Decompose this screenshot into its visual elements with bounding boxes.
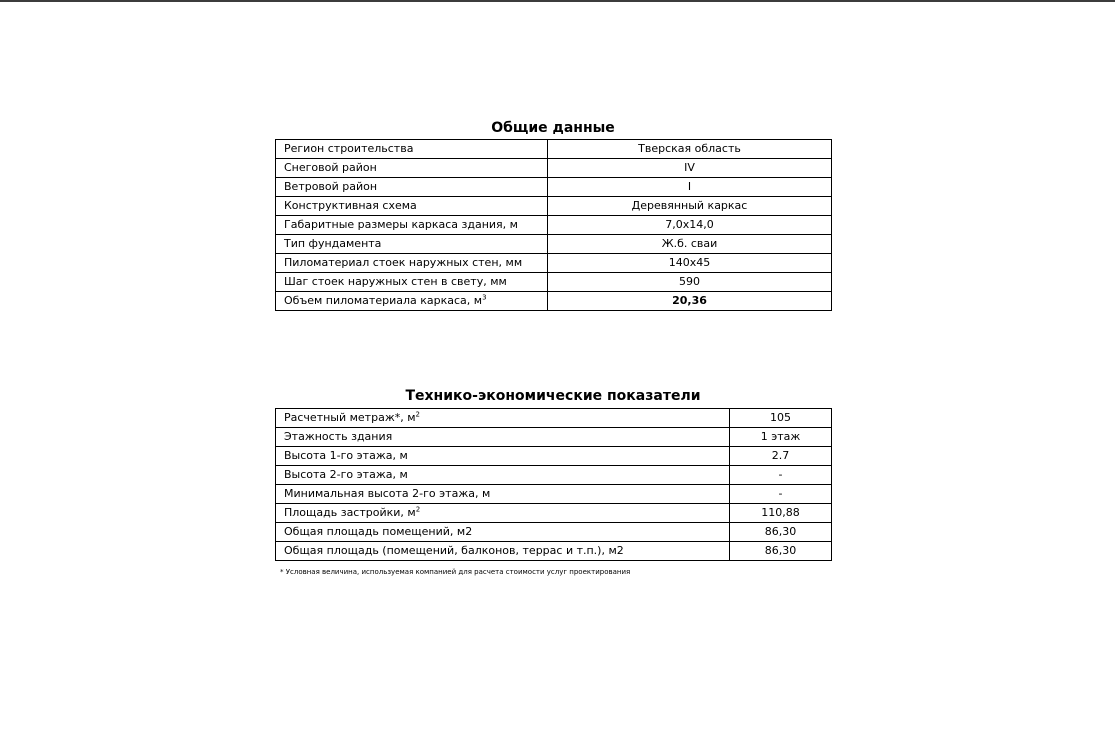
row-value: I [548,178,832,197]
row-label: Высота 2-го этажа, м [276,466,730,485]
table-row [276,466,832,485]
row-value: 86,30 [730,542,832,561]
table-row [276,447,832,466]
tep-title: Технико-экономические показатели [405,388,701,404]
row-label [276,504,730,523]
table-row [276,254,832,273]
superscript: 2 [415,505,421,514]
row-value: - [730,485,832,504]
row-value: IV [548,159,832,178]
table-row [276,409,832,428]
table-row [276,273,832,292]
table-row [276,542,832,561]
table-row [276,292,832,311]
row-label: Общая площадь помещений, м2 [276,523,730,542]
row-value: 590 [548,273,832,292]
footnote: * Условная величина, используемая компанией для расчета стоимости услуг проектирования [280,568,631,576]
table-row [276,485,832,504]
row-value: 105 [730,409,832,428]
table-row [276,216,832,235]
row-label: Высота 1-го этажа, м [276,447,730,466]
row-label-text: Расчетный метраж*, м [284,411,416,424]
row-value: Тверская область [548,140,832,159]
general-data-table [275,139,832,311]
table-row [276,197,832,216]
table-row [276,235,832,254]
row-value: 20,36 [548,292,832,311]
table-row [276,178,832,197]
superscript: 3 [482,293,487,302]
row-value: Ж.б. сваи [548,235,832,254]
row-value: 110,88 [730,504,832,523]
row-label: Регион строительства [276,140,548,159]
row-label: Этажность здания [276,428,730,447]
row-label: Пиломатериал стоек наружных стен, мм [276,254,548,273]
tep-table [275,408,832,561]
top-border [0,0,1115,2]
superscript: 2 [415,410,420,419]
row-value: 2.7 [730,447,832,466]
table-row [276,428,832,447]
row-value: - [730,466,832,485]
table-row [276,523,832,542]
row-label [276,292,548,311]
general-data-title: Общие данные [491,120,615,136]
row-label: Ветровой район [276,178,548,197]
row-label-text: Объем пиломатериала каркаса, м [284,294,483,307]
table-row [276,159,832,178]
row-label: Шаг стоек наружных стен в свету, мм [276,273,548,292]
row-value: 140х45 [548,254,832,273]
row-label: Габаритные размеры каркаса здания, м [276,216,548,235]
row-label: Минимальная высота 2-го этажа, м [276,485,730,504]
row-label: Снеговой район [276,159,548,178]
row-label: Конструктивная схема [276,197,548,216]
row-label-text: Площадь застройки, м [284,506,416,519]
row-value: 7,0х14,0 [548,216,832,235]
row-value: 86,30 [730,523,832,542]
table-row [276,504,832,523]
row-label: Общая площадь (помещений, балконов, террас и т.п.), м2 [276,542,730,561]
table-row [276,140,832,159]
row-value: 1 этаж [730,428,832,447]
row-label [276,409,730,428]
row-value: Деревянный каркас [548,197,832,216]
row-label: Тип фундамента [276,235,548,254]
